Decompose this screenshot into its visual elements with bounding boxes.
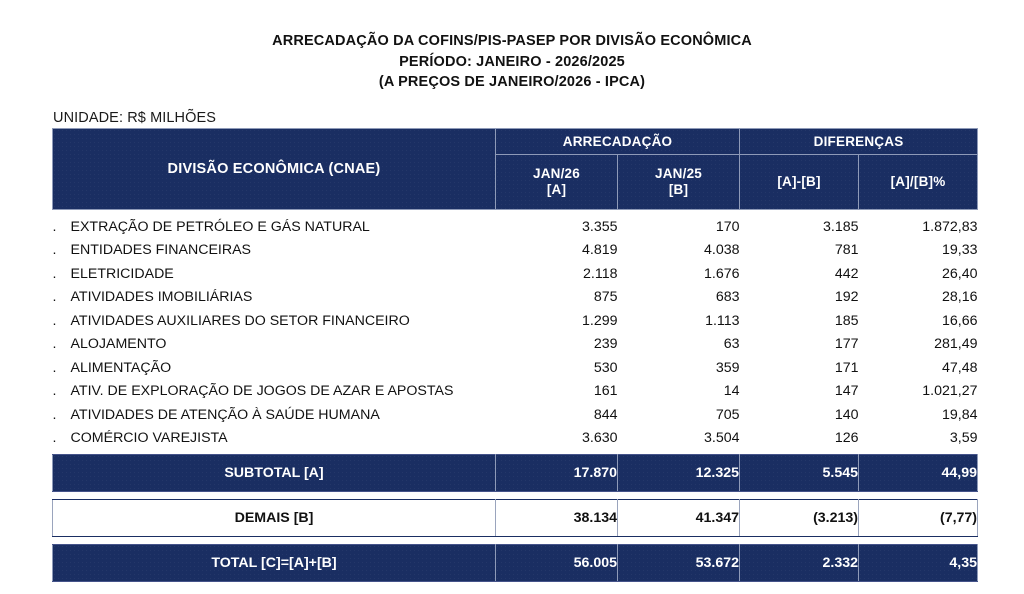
table-row [53, 333, 978, 357]
cell-jan26: 239 [593, 336, 618, 353]
report-title-block [0, 0, 1024, 93]
subtotal-row-difference: 5.545 [740, 455, 859, 492]
cell-percent: 47,48 [942, 359, 978, 376]
column-header-jan25 [618, 155, 740, 210]
table-row [53, 239, 978, 263]
column-header-jan25-line2: [B] [668, 182, 689, 197]
table-row [53, 403, 978, 427]
bullet-marker: . [52, 312, 57, 329]
row-label-cell [53, 309, 496, 333]
cell-percent: 16,66 [942, 312, 978, 329]
demais-row-label: DEMAIS [B] [53, 500, 496, 537]
total-row [53, 545, 978, 582]
column-header-percent: [A]/[B]% [859, 155, 978, 210]
subtotal-row-label: SUBTOTAL [A] [53, 455, 496, 492]
row-label-text: ATIV. DE EXPLORAÇÃO DE JOGOS DE AZAR E APOSTAS [70, 383, 454, 400]
cell-percent: 19,84 [942, 406, 978, 423]
row-label-cell [53, 333, 496, 357]
cell-percent: 26,40 [942, 265, 978, 282]
page-title-line-1: ARRECADAÇÃO DA COFINS/PIS-PASEP POR DIVISÃO ECONÔMICA [272, 33, 752, 49]
demais-row-jan25: 41.347 [618, 500, 740, 537]
cell-jan25: 170 [715, 218, 740, 235]
bullet-marker: . [52, 336, 57, 353]
cell-jan26: 3.355 [581, 218, 618, 235]
table-row [53, 380, 978, 404]
row-label-text: EXTRAÇÃO DE PETRÓLEO E GÁS NATURAL [70, 218, 370, 235]
cell-jan26: 875 [593, 289, 618, 306]
page-title-line-2: PERÍODO: JANEIRO - 2026/2025 [399, 53, 625, 70]
column-header-jan26 [496, 155, 618, 210]
column-header-difference: [A]-[B] [740, 155, 859, 210]
table-row [53, 309, 978, 333]
subtotal-row-jan25: 12.325 [618, 455, 740, 492]
cell-jan25: 1.676 [704, 265, 740, 282]
row-label-text: ALOJAMENTO [70, 336, 167, 353]
cell-difference: 126 [834, 430, 859, 447]
group-header-diferencas: DIFERENÇAS [740, 129, 978, 155]
cell-jan25: 63 [723, 336, 740, 353]
column-header-jan26-line1: JAN/26 [533, 166, 580, 181]
column-header-divisao-economica: DIVISÃO ECONÔMICA (CNAE) [53, 129, 496, 210]
row-label-text: ATIVIDADES DE ATENÇÃO À SAÚDE HUMANA [70, 406, 380, 423]
cell-jan25: 3.504 [704, 430, 740, 447]
bullet-marker: . [52, 406, 57, 423]
row-label-cell [53, 239, 496, 263]
cell-difference: 140 [834, 406, 859, 423]
row-label-cell [53, 427, 496, 451]
demais-row-percent: (7,77) [859, 500, 978, 537]
demais-row-jan26: 38.134 [496, 500, 618, 537]
total-row-jan26: 56.005 [496, 545, 618, 582]
total-row-difference: 2.332 [740, 545, 859, 582]
bullet-marker: . [52, 218, 57, 235]
table-row [53, 427, 978, 451]
bullet-marker: . [52, 289, 57, 306]
column-header-jan25-line1: JAN/25 [655, 166, 702, 181]
cell-percent: 1.872,83 [922, 218, 978, 235]
cell-difference: 3.185 [823, 218, 859, 235]
subtotal-row [53, 455, 978, 492]
demais-row-difference: (3.213) [740, 500, 859, 537]
cell-jan25: 4.038 [704, 242, 740, 259]
row-label-text: ELETRICIDADE [70, 265, 174, 282]
cell-difference: 192 [834, 289, 859, 306]
row-spacer [53, 537, 978, 545]
row-label-text: ATIVIDADES AUXILIARES DO SETOR FINANCEIRO [70, 312, 410, 329]
column-header-jan26-line2: [A] [546, 182, 567, 197]
bullet-marker: . [52, 383, 57, 400]
cell-jan26: 530 [593, 359, 618, 376]
cell-jan26: 4.819 [581, 242, 618, 259]
report-table-container [52, 128, 977, 582]
bullet-marker: . [52, 359, 57, 376]
cell-percent: 1.021,27 [922, 383, 978, 400]
bullet-marker: . [52, 430, 57, 447]
total-row-percent: 4,35 [859, 545, 978, 582]
cell-jan25: 683 [715, 289, 740, 306]
cell-percent: 28,16 [942, 289, 978, 306]
cell-difference: 171 [834, 359, 859, 376]
table-row [53, 286, 978, 310]
row-spacer [53, 492, 978, 500]
cell-percent: 281,49 [934, 336, 978, 353]
bullet-marker: . [52, 242, 57, 259]
row-label-cell [53, 380, 496, 404]
table-row [53, 356, 978, 380]
table-header [53, 129, 978, 210]
row-label-text: ALIMENTAÇÃO [70, 359, 172, 376]
cell-difference: 442 [834, 265, 859, 282]
cell-jan26: 2.118 [583, 265, 618, 282]
total-row-label: TOTAL [C]=[A]+[B] [53, 545, 496, 582]
row-label-cell [53, 215, 496, 239]
row-label-cell [53, 403, 496, 427]
table-group-header-row [53, 129, 978, 155]
subtotal-row-jan26: 17.870 [496, 455, 618, 492]
cell-jan25: 359 [715, 359, 740, 376]
bullet-marker: . [52, 265, 57, 282]
cell-jan26: 844 [593, 406, 618, 423]
cell-difference: 177 [834, 336, 859, 353]
demais-row [53, 500, 978, 537]
row-label-cell [53, 286, 496, 310]
cell-difference: 781 [834, 242, 859, 259]
subtotal-row-percent: 44,99 [859, 455, 978, 492]
cell-jan25: 14 [723, 383, 740, 400]
group-header-arrecadacao: ARRECADAÇÃO [496, 129, 740, 155]
cell-percent: 3,59 [949, 430, 978, 447]
row-label-cell [53, 262, 496, 286]
total-row-jan25: 53.672 [618, 545, 740, 582]
table-summary-rows [53, 450, 978, 582]
cell-difference: 185 [834, 312, 859, 329]
table-data-rows [53, 215, 978, 450]
cell-jan25: 705 [715, 406, 740, 423]
cell-jan25: 1.113 [705, 312, 740, 329]
row-label-cell [53, 356, 496, 380]
cell-percent: 19,33 [942, 242, 978, 259]
row-label-text: COMÉRCIO VAREJISTA [70, 430, 228, 447]
cell-difference: 147 [834, 383, 859, 400]
arrecadacao-table [52, 128, 978, 582]
cell-jan26: 1.299 [581, 312, 618, 329]
page-title-line-3: (A PREÇOS DE JANEIRO/2026 - IPCA) [378, 74, 646, 90]
row-label-text: ATIVIDADES IMOBILIÁRIAS [70, 289, 253, 306]
row-label-text: ENTIDADES FINANCEIRAS [70, 242, 252, 259]
table-row [53, 215, 978, 239]
cell-jan26: 161 [593, 383, 618, 400]
cell-jan26: 3.630 [581, 430, 618, 447]
unit-label: UNIDADE: R$ MILHÕES [53, 110, 217, 126]
table-row [53, 262, 978, 286]
